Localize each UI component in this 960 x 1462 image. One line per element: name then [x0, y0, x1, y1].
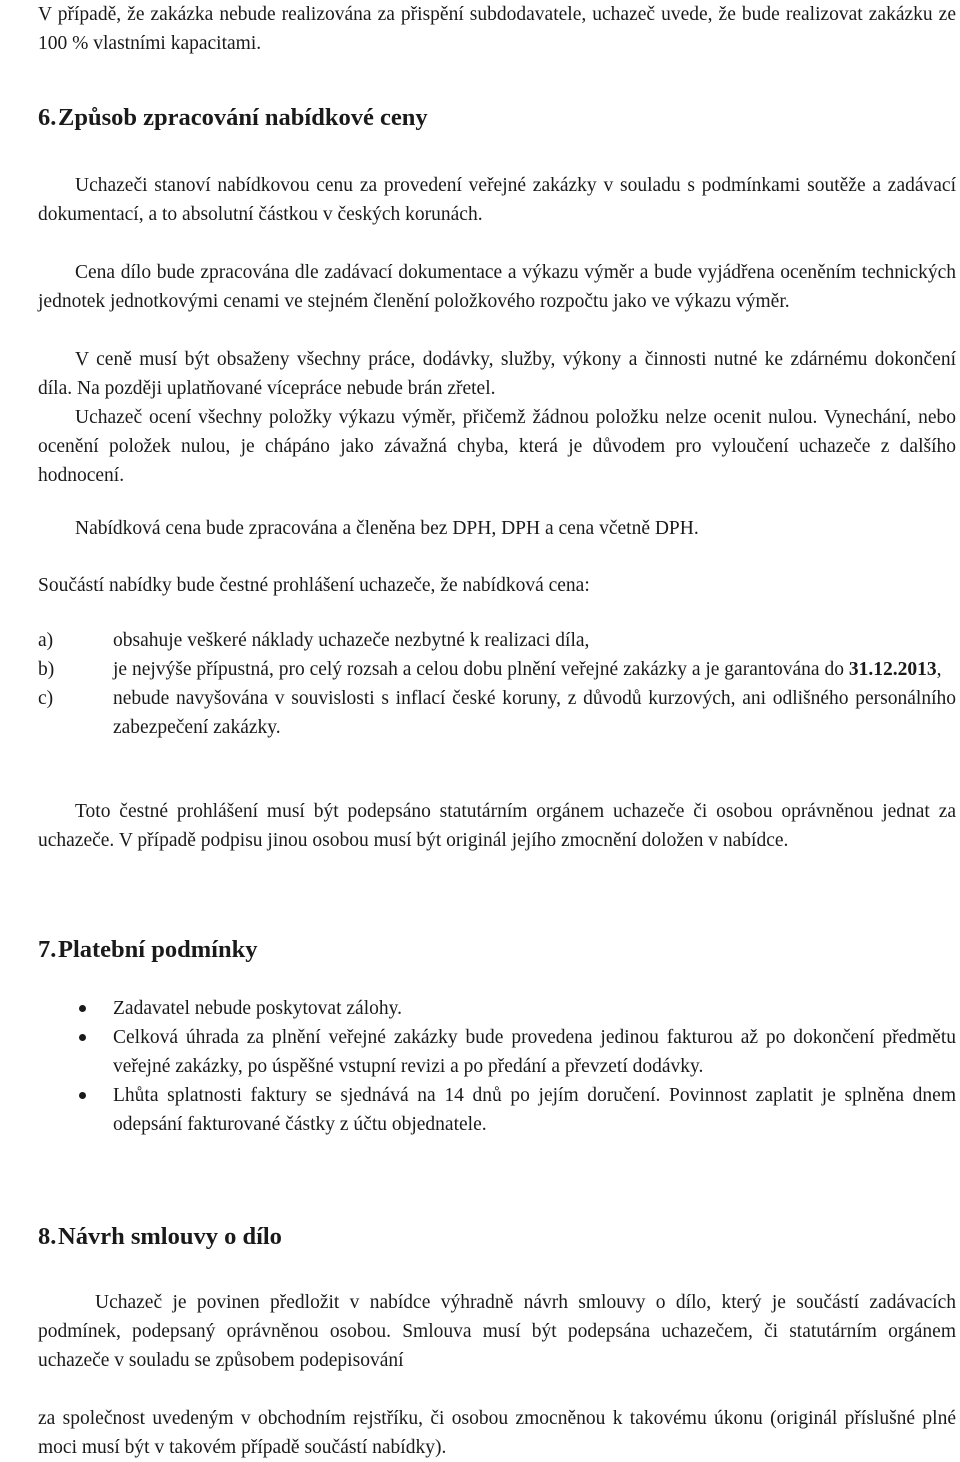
- list-item-text: Celková úhrada za plnění veřejné zakázky bude provedena jedinou fakturou až po dokončení předmětu veřejné zakázky, po úspěšné vstupní revizi a po předání a převzetí dodávky.: [113, 1027, 956, 1077]
- bullet-icon: [79, 1092, 86, 1099]
- section-6-title: Způsob zpracování nabídkové ceny: [58, 104, 428, 131]
- s6-paragraph-6: Součástí nabídky bude čestné prohlášení uchazeče, že nabídková cena:: [38, 575, 590, 596]
- s6-paragraph-4: Uchazeč ocení všechny položky výkazu výměr, přičemž žádnou položku nelze ocenit nulou. Vynechání, nebo ocenění položek nulou, je chápáno jako závažná chyba, která je důvodem pro vyloučení uchazeče z dalšího hodnocení.: [38, 407, 956, 486]
- intro-paragraph: V případě, že zakázka nebude realizována za přispění subdodavatele, uchazeč uvede, že bude realizovat zakázku ze 100 % vlastními kapacitami.: [38, 4, 956, 54]
- list-item-label: c): [38, 688, 54, 709]
- s6-paragraph-2: Cena dílo bude zpracována dle zadávací dokumentace a výkazu výměr a bude vyjádřena oceněním technických jednotek jednotkovými cenami ve stejném členění položkového rozpočtu jako ve výkazu výměr.: [38, 262, 956, 312]
- payment-terms-list: [38, 994, 956, 1139]
- list-item: [38, 655, 956, 684]
- list-item-text: obsahuje veškeré náklady uchazeče nezbytné k realizaci díla,: [113, 630, 590, 651]
- s8-paragraph-2: za společnost uvedeným v obchodním rejstříku, či osobou zmocněnou k takovému úkonu (originál příslušné plné moci musí být v takovém případě součástí nabídky).: [38, 1408, 956, 1458]
- list-item-text-end: ,: [936, 659, 942, 680]
- price-declaration-list: [38, 626, 956, 742]
- section-7-title: Platební podmínky: [58, 936, 258, 963]
- list-item-text: nebude navyšována v souvislosti s inflací české koruny, z důvodů kurzových, ani odlišného personálního zabezpečení zakázky.: [113, 688, 956, 738]
- section-8-number: 8.: [38, 1223, 57, 1250]
- list-item-text: Zadavatel nebude poskytovat zálohy.: [113, 998, 402, 1019]
- list-item: [38, 626, 956, 655]
- s6-paragraph-3: V ceně musí být obsaženy všechny práce, dodávky, služby, výkony a činnosti nutné ke zdárnému dokončení díla. Na později uplatňované vícepráce nebude brán zřetel.: [38, 349, 956, 399]
- s6-paragraph-1: Uchazeči stanoví nabídkovou cenu za provedení veřejné zakázky v souladu s podmínkami soutěže a zadávací dokumentací, a to absolutní částkou v českých korunách.: [38, 175, 956, 225]
- section-6-number: 6.: [38, 104, 57, 131]
- section-6-heading: [38, 103, 57, 133]
- list-item-label: b): [38, 659, 55, 680]
- list-item-text: Lhůta splatnosti faktury se sjednává na 14 dnů po jejím doručení. Povinnost zaplatit je splněna dnem odepsání fakturované částky z účtu objednatele.: [113, 1085, 956, 1135]
- section-8-title: Návrh smlouvy o dílo: [58, 1223, 282, 1250]
- bullet-icon: [79, 1005, 86, 1012]
- bullet-icon: [79, 1034, 86, 1041]
- list-item-text: je nejvýše přípustná, pro celý rozsah a celou dobu plnění veřejné zakázky a je garantována do: [113, 659, 849, 680]
- list-item: [38, 994, 956, 1023]
- list-item-label: a): [38, 630, 54, 651]
- list-item: [38, 1081, 956, 1139]
- s6-paragraph-5: Nabídková cena bude zpracována a členěna bez DPH, DPH a cena včetně DPH.: [75, 518, 699, 539]
- guarantee-date: 31.12.2013: [848, 659, 937, 680]
- s8-paragraph-1: Uchazeč je povinen předložit v nabídce výhradně návrh smlouvy o dílo, který je součástí zadávacích podmínek, podepsaný oprávněnou osobou. Smlouva musí být podepsána uchazečem, či statutárním orgánem uchazeče v souladu se způsobem podepisování: [38, 1292, 956, 1371]
- list-item: [38, 1023, 956, 1081]
- s6-paragraph-7: Toto čestné prohlášení musí být podepsáno statutárním orgánem uchazeče či osobou oprávněnou jednat za uchazeče. V případě podpisu jinou osobou musí být originál jejího zmocnění doložen v nabídce.: [38, 801, 956, 851]
- list-item: [38, 684, 956, 742]
- section-7-number: 7.: [38, 936, 57, 963]
